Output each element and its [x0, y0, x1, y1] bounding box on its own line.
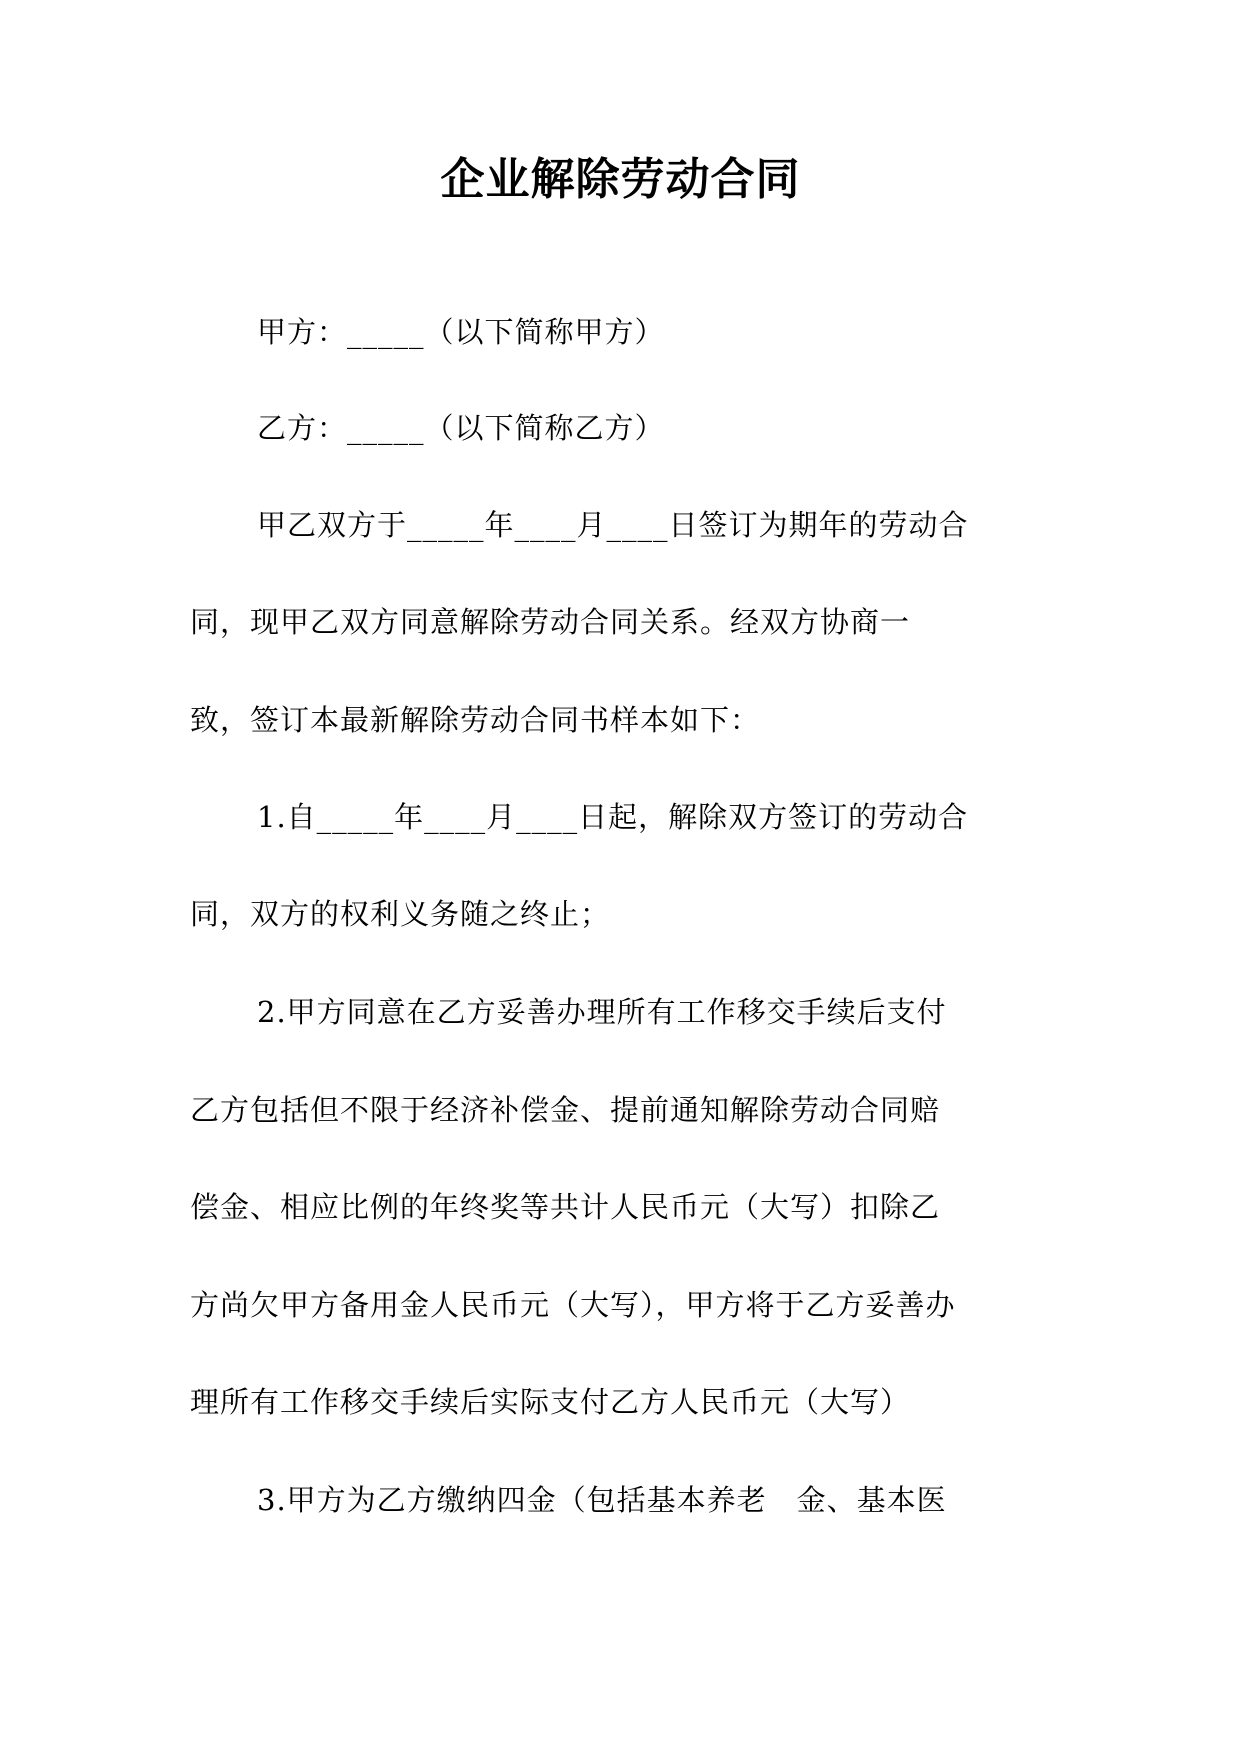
- paragraph-line: 甲乙双方于_____年____月____日签订为期年的劳动合: [257, 508, 969, 542]
- clause-line: 1.自_____年____月____日起，解除双方签订的劳动合: [257, 800, 969, 834]
- clause-line: 乙方包括但不限于经济补偿金、提前通知解除劳动合同赔: [190, 1093, 941, 1127]
- clause-line: 方尚欠甲方备用金人民币元（大写），甲方将于乙方妥善办: [190, 1288, 956, 1322]
- paragraph-line: 致，签订本最新解除劳动合同书样本如下：: [190, 703, 761, 737]
- party-a-line: 甲方：_____（以下简称甲方）: [257, 315, 665, 349]
- clause-line: 2.甲方同意在乙方妥善办理所有工作移交手续后支付: [257, 995, 947, 1029]
- clause-line: 偿金、相应比例的年终奖等共计人民币元（大写）扣除乙: [190, 1190, 941, 1224]
- document-title: 企业解除劳动合同: [440, 154, 801, 205]
- party-b-line: 乙方：_____（以下简称乙方）: [257, 411, 665, 445]
- clause-line: 同，双方的权利义务随之终止；: [190, 897, 611, 931]
- clause-line: 3.甲方为乙方缴纳四金（包括基本养老 金、基本医: [257, 1483, 947, 1517]
- clause-line: 理所有工作移交手续后实际支付乙方人民币元（大写）: [190, 1385, 911, 1419]
- paragraph-line: 同，现甲乙双方同意解除劳动合同关系。经双方协商一: [190, 605, 911, 639]
